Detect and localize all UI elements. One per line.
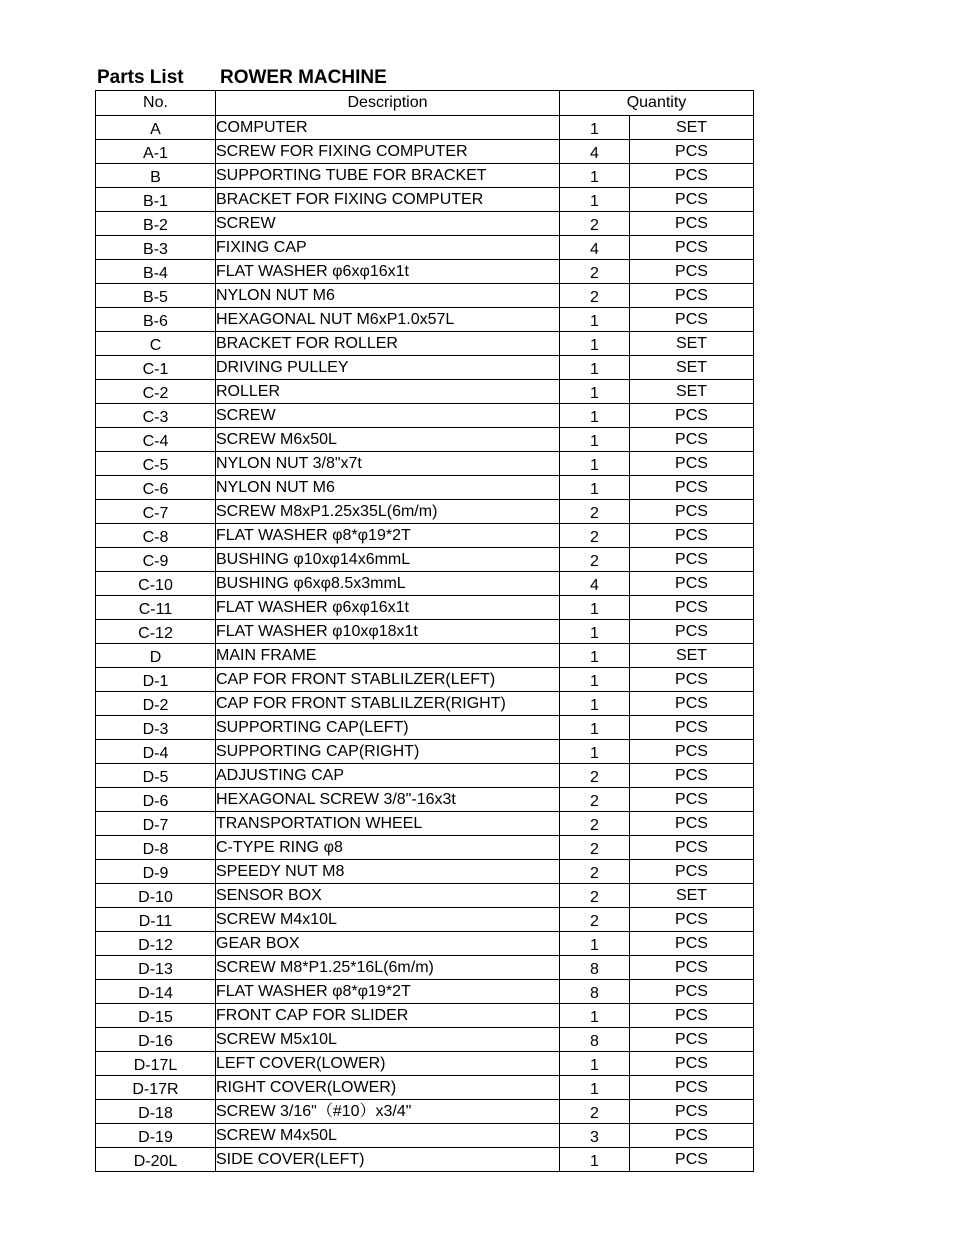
part-description-cell: NYLON NUT M6 — [216, 476, 560, 500]
part-unit-cell: PCS — [630, 668, 754, 692]
part-unit-cell: PCS — [630, 1100, 754, 1124]
part-description-cell: BUSHING φ10xφ14x6mmL — [216, 548, 560, 572]
part-description-cell: FLAT WASHER φ6xφ16x1t — [216, 260, 560, 284]
part-quantity-cell: 1 — [560, 356, 630, 380]
part-quantity-cell: 1 — [560, 476, 630, 500]
part-number-cell: D-17R — [96, 1076, 216, 1100]
part-number-cell: B-5 — [96, 284, 216, 308]
table-row — [96, 116, 754, 140]
part-number-cell: D-13 — [96, 956, 216, 980]
part-number-cell: C-2 — [96, 380, 216, 404]
part-number-cell: D-1 — [96, 668, 216, 692]
part-unit-cell: SET — [630, 644, 754, 668]
part-description-cell: SCREW — [216, 404, 560, 428]
part-number-cell: A-1 — [96, 140, 216, 164]
part-quantity-cell: 1 — [560, 1052, 630, 1076]
part-unit-cell: PCS — [630, 188, 754, 212]
part-unit-cell: PCS — [630, 236, 754, 260]
part-unit-cell: SET — [630, 116, 754, 140]
part-quantity-cell: 2 — [560, 548, 630, 572]
part-unit-cell: SET — [630, 380, 754, 404]
part-description-cell: SCREW M8xP1.25x35L(6m/m) — [216, 500, 560, 524]
part-unit-cell: PCS — [630, 1052, 754, 1076]
part-number-cell: B-6 — [96, 308, 216, 332]
part-unit-cell: PCS — [630, 860, 754, 884]
part-number-cell: C-11 — [96, 596, 216, 620]
part-number-cell: B-1 — [96, 188, 216, 212]
part-description-cell: SCREW — [216, 212, 560, 236]
part-unit-cell: PCS — [630, 476, 754, 500]
part-number-cell: D-16 — [96, 1028, 216, 1052]
part-number-cell: D-4 — [96, 740, 216, 764]
table-row — [96, 1148, 754, 1172]
part-number-cell: D-17L — [96, 1052, 216, 1076]
part-description-cell: HEXAGONAL NUT M6xP1.0x57L — [216, 308, 560, 332]
part-number-cell: D-20L — [96, 1148, 216, 1172]
part-description-cell: SCREW 3/16"（#10）x3/4" — [216, 1100, 560, 1124]
table-row — [96, 692, 754, 716]
table-row — [96, 932, 754, 956]
part-quantity-cell: 2 — [560, 764, 630, 788]
part-number-cell: D-12 — [96, 932, 216, 956]
part-unit-cell: PCS — [630, 404, 754, 428]
part-number-cell: D-8 — [96, 836, 216, 860]
table-row — [96, 380, 754, 404]
table-row — [96, 1124, 754, 1148]
part-number-cell: B-2 — [96, 212, 216, 236]
part-description-cell: SCREW M4x50L — [216, 1124, 560, 1148]
part-unit-cell: PCS — [630, 620, 754, 644]
table-row — [96, 500, 754, 524]
part-quantity-cell: 1 — [560, 404, 630, 428]
table-row — [96, 1052, 754, 1076]
part-description-cell: BRACKET FOR FIXING COMPUTER — [216, 188, 560, 212]
part-number-cell: B — [96, 164, 216, 188]
part-unit-cell: PCS — [630, 548, 754, 572]
table-row — [96, 1004, 754, 1028]
part-description-cell: SCREW M4x10L — [216, 908, 560, 932]
part-quantity-cell: 2 — [560, 860, 630, 884]
part-unit-cell: PCS — [630, 428, 754, 452]
part-number-cell: D-14 — [96, 980, 216, 1004]
part-unit-cell: PCS — [630, 1076, 754, 1100]
part-description-cell: COMPUTER — [216, 116, 560, 140]
part-number-cell: C-3 — [96, 404, 216, 428]
table-row — [96, 788, 754, 812]
part-unit-cell: PCS — [630, 1124, 754, 1148]
part-number-cell: D-3 — [96, 716, 216, 740]
part-unit-cell: PCS — [630, 932, 754, 956]
part-number-cell: C-7 — [96, 500, 216, 524]
part-description-cell: SUPPORTING TUBE FOR BRACKET — [216, 164, 560, 188]
part-description-cell: SCREW M8*P1.25*16L(6m/m) — [216, 956, 560, 980]
part-unit-cell: PCS — [630, 500, 754, 524]
part-unit-cell: PCS — [630, 692, 754, 716]
part-quantity-cell: 2 — [560, 908, 630, 932]
part-description-cell: FLAT WASHER φ6xφ16x1t — [216, 596, 560, 620]
part-description-cell: CAP FOR FRONT STABLILZER(RIGHT) — [216, 692, 560, 716]
part-number-cell: C-9 — [96, 548, 216, 572]
part-number-cell: B-3 — [96, 236, 216, 260]
table-row — [96, 716, 754, 740]
part-quantity-cell: 1 — [560, 188, 630, 212]
part-number-cell: C-8 — [96, 524, 216, 548]
table-row — [96, 356, 754, 380]
part-unit-cell: PCS — [630, 164, 754, 188]
part-unit-cell: PCS — [630, 1004, 754, 1028]
part-unit-cell: PCS — [630, 1148, 754, 1172]
table-row — [96, 164, 754, 188]
part-quantity-cell: 1 — [560, 932, 630, 956]
part-unit-cell: PCS — [630, 1028, 754, 1052]
part-number-cell: D-2 — [96, 692, 216, 716]
table-row — [96, 308, 754, 332]
part-description-cell: HEXAGONAL SCREW 3/8"-16x3t — [216, 788, 560, 812]
table-row — [96, 956, 754, 980]
part-unit-cell: PCS — [630, 980, 754, 1004]
table-row — [96, 740, 754, 764]
parts-table — [95, 90, 754, 1172]
part-quantity-cell: 4 — [560, 236, 630, 260]
part-quantity-cell: 4 — [560, 572, 630, 596]
part-quantity-cell: 1 — [560, 116, 630, 140]
part-description-cell: FRONT CAP FOR SLIDER — [216, 1004, 560, 1028]
part-unit-cell: PCS — [630, 140, 754, 164]
table-row — [96, 476, 754, 500]
part-unit-cell: PCS — [630, 812, 754, 836]
part-quantity-cell: 8 — [560, 956, 630, 980]
part-quantity-cell: 2 — [560, 524, 630, 548]
part-description-cell: SUPPORTING CAP(LEFT) — [216, 716, 560, 740]
part-number-cell: D-6 — [96, 788, 216, 812]
table-row — [96, 332, 754, 356]
part-quantity-cell: 1 — [560, 1004, 630, 1028]
table-row — [96, 404, 754, 428]
table-row — [96, 644, 754, 668]
part-unit-cell: SET — [630, 884, 754, 908]
part-description-cell: ADJUSTING CAP — [216, 764, 560, 788]
part-unit-cell: SET — [630, 356, 754, 380]
part-description-cell: BUSHING φ6xφ8.5x3mmL — [216, 572, 560, 596]
table-row — [96, 1028, 754, 1052]
table-row — [96, 860, 754, 884]
part-unit-cell: PCS — [630, 764, 754, 788]
part-description-cell: BRACKET FOR ROLLER — [216, 332, 560, 356]
part-number-cell: D-9 — [96, 860, 216, 884]
table-row — [96, 572, 754, 596]
part-quantity-cell: 1 — [560, 164, 630, 188]
part-quantity-cell: 8 — [560, 980, 630, 1004]
part-description-cell: FLAT WASHER φ8*φ19*2T — [216, 524, 560, 548]
table-row — [96, 764, 754, 788]
part-quantity-cell: 1 — [560, 668, 630, 692]
part-description-cell: LEFT COVER(LOWER) — [216, 1052, 560, 1076]
part-description-cell: MAIN FRAME — [216, 644, 560, 668]
part-quantity-cell: 1 — [560, 1148, 630, 1172]
part-description-cell: SENSOR BOX — [216, 884, 560, 908]
part-unit-cell: PCS — [630, 716, 754, 740]
part-description-cell: NYLON NUT M6 — [216, 284, 560, 308]
part-quantity-cell: 2 — [560, 788, 630, 812]
part-quantity-cell: 1 — [560, 716, 630, 740]
table-row — [96, 140, 754, 164]
part-number-cell: D-15 — [96, 1004, 216, 1028]
part-unit-cell: PCS — [630, 908, 754, 932]
part-unit-cell: SET — [630, 332, 754, 356]
table-header-row — [96, 91, 754, 116]
part-number-cell: D-11 — [96, 908, 216, 932]
parts-list-label: Parts List — [97, 67, 184, 88]
table-row — [96, 260, 754, 284]
part-description-cell: SCREW FOR FIXING COMPUTER — [216, 140, 560, 164]
part-unit-cell: PCS — [630, 452, 754, 476]
part-description-cell: SCREW M5x10L — [216, 1028, 560, 1052]
part-quantity-cell: 1 — [560, 596, 630, 620]
part-quantity-cell: 1 — [560, 692, 630, 716]
part-quantity-cell: 1 — [560, 644, 630, 668]
part-description-cell: FLAT WASHER φ8*φ19*2T — [216, 980, 560, 1004]
part-description-cell: SPEEDY NUT M8 — [216, 860, 560, 884]
part-unit-cell: PCS — [630, 956, 754, 980]
part-number-cell: C — [96, 332, 216, 356]
part-unit-cell: PCS — [630, 284, 754, 308]
part-quantity-cell: 2 — [560, 836, 630, 860]
part-description-cell: FIXING CAP — [216, 236, 560, 260]
part-number-cell: D-19 — [96, 1124, 216, 1148]
part-number-cell: D-18 — [96, 1100, 216, 1124]
header-description: Description — [216, 91, 560, 116]
part-number-cell: B-4 — [96, 260, 216, 284]
part-number-cell: D-5 — [96, 764, 216, 788]
header-no: No. — [96, 91, 216, 116]
part-quantity-cell: 2 — [560, 812, 630, 836]
part-quantity-cell: 2 — [560, 260, 630, 284]
part-quantity-cell: 4 — [560, 140, 630, 164]
header-quantity: Quantity — [560, 91, 754, 116]
part-unit-cell: PCS — [630, 740, 754, 764]
table-row — [96, 836, 754, 860]
part-number-cell: D-10 — [96, 884, 216, 908]
part-quantity-cell: 1 — [560, 452, 630, 476]
part-quantity-cell: 1 — [560, 740, 630, 764]
part-number-cell: C-5 — [96, 452, 216, 476]
part-description-cell: RIGHT COVER(LOWER) — [216, 1076, 560, 1100]
part-unit-cell: PCS — [630, 596, 754, 620]
part-description-cell: DRIVING PULLEY — [216, 356, 560, 380]
part-number-cell: D — [96, 644, 216, 668]
part-unit-cell: PCS — [630, 260, 754, 284]
part-description-cell: SIDE COVER(LEFT) — [216, 1148, 560, 1172]
part-number-cell: A — [96, 116, 216, 140]
table-row — [96, 452, 754, 476]
product-name: ROWER MACHINE — [220, 67, 387, 88]
part-unit-cell: PCS — [630, 788, 754, 812]
part-quantity-cell: 2 — [560, 284, 630, 308]
part-quantity-cell: 2 — [560, 500, 630, 524]
table-row — [96, 596, 754, 620]
part-description-cell: CAP FOR FRONT STABLILZER(LEFT) — [216, 668, 560, 692]
table-row — [96, 884, 754, 908]
part-quantity-cell: 1 — [560, 308, 630, 332]
part-description-cell: TRANSPORTATION WHEEL — [216, 812, 560, 836]
part-number-cell: C-4 — [96, 428, 216, 452]
part-description-cell: C-TYPE RING φ8 — [216, 836, 560, 860]
table-row — [96, 284, 754, 308]
part-description-cell: ROLLER — [216, 380, 560, 404]
part-description-cell: NYLON NUT 3/8"x7t — [216, 452, 560, 476]
part-unit-cell: PCS — [630, 524, 754, 548]
part-number-cell: C-1 — [96, 356, 216, 380]
table-row — [96, 236, 754, 260]
table-row — [96, 548, 754, 572]
part-quantity-cell: 2 — [560, 1100, 630, 1124]
table-row — [96, 1100, 754, 1124]
part-quantity-cell: 2 — [560, 884, 630, 908]
part-description-cell: GEAR BOX — [216, 932, 560, 956]
table-row — [96, 212, 754, 236]
part-unit-cell: PCS — [630, 212, 754, 236]
part-quantity-cell: 3 — [560, 1124, 630, 1148]
part-unit-cell: PCS — [630, 836, 754, 860]
part-quantity-cell: 1 — [560, 1076, 630, 1100]
part-unit-cell: PCS — [630, 572, 754, 596]
table-row — [96, 668, 754, 692]
parts-table-body — [96, 116, 754, 1172]
part-quantity-cell: 8 — [560, 1028, 630, 1052]
table-row — [96, 812, 754, 836]
part-description-cell: SUPPORTING CAP(RIGHT) — [216, 740, 560, 764]
table-row — [96, 620, 754, 644]
table-row — [96, 524, 754, 548]
table-row — [96, 1076, 754, 1100]
part-description-cell: FLAT WASHER φ10xφ18x1t — [216, 620, 560, 644]
part-unit-cell: PCS — [630, 308, 754, 332]
part-quantity-cell: 1 — [560, 332, 630, 356]
part-number-cell: C-12 — [96, 620, 216, 644]
part-number-cell: C-10 — [96, 572, 216, 596]
part-quantity-cell: 1 — [560, 380, 630, 404]
table-row — [96, 428, 754, 452]
part-quantity-cell: 2 — [560, 212, 630, 236]
part-quantity-cell: 1 — [560, 428, 630, 452]
part-number-cell: C-6 — [96, 476, 216, 500]
table-row — [96, 908, 754, 932]
table-row — [96, 188, 754, 212]
part-quantity-cell: 1 — [560, 620, 630, 644]
part-description-cell: SCREW M6x50L — [216, 428, 560, 452]
table-row — [96, 980, 754, 1004]
part-number-cell: D-7 — [96, 812, 216, 836]
